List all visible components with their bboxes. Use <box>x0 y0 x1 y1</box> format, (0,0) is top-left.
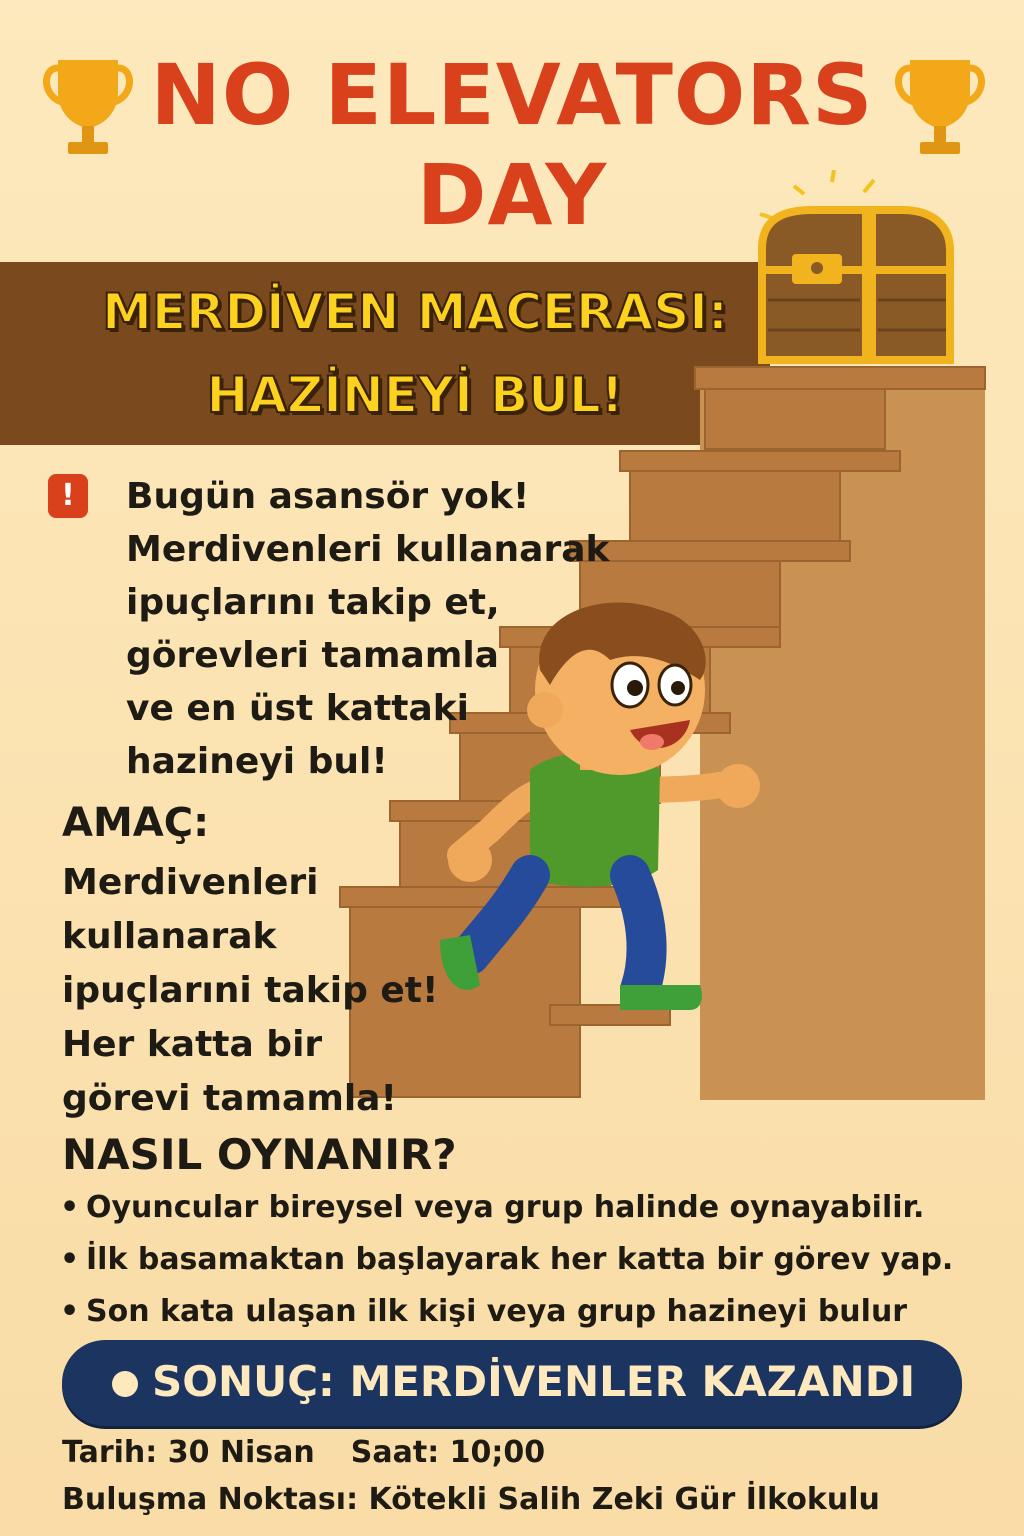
banner-subtitle: HAZİNEYİ BUL! <box>206 366 624 424</box>
goal-line: kullanarak <box>62 916 277 957</box>
meeting-point: Buluşma Noktası: Kötekli Salih Zeki Gür İlkokulu <box>62 1482 880 1517</box>
list-item-text: Son kata ulaşan ilk kişi veya grup hazineyi bulur <box>86 1294 908 1329</box>
event-datetime <box>62 1435 545 1470</box>
intro-line: ve en üst kattaki <box>126 688 470 729</box>
page-title-line2: DAY <box>416 146 608 244</box>
bullet-icon: • <box>60 1190 80 1225</box>
how-to-play-heading: NASIL OYNANIR? <box>62 1130 457 1179</box>
event-date: Tarih: 30 Nisan <box>62 1435 315 1470</box>
goal-text <box>62 856 439 1126</box>
goal-line: Her katta bir <box>62 1024 323 1065</box>
dot-icon <box>112 1371 138 1397</box>
bullet-icon: • <box>60 1294 80 1329</box>
banner-title: MERDİVEN MACERASI: <box>102 283 728 341</box>
goal-line: ipuçlarıni takip et! <box>62 970 439 1011</box>
result-banner <box>62 1340 962 1426</box>
intro-line: Bugün asansör yok! <box>126 476 530 517</box>
list-item-text: İlk basamaktan başlayarak her katta bir görev yap. <box>86 1242 954 1277</box>
alert-icon: ! <box>48 474 88 518</box>
page-title: NO ELEVATORS <box>150 46 874 144</box>
intro-line: görevleri tamamla <box>126 635 499 676</box>
intro-line: ipuçlarını takip et, <box>126 582 500 623</box>
intro-text <box>126 470 610 788</box>
goal-heading: AMAÇ: <box>62 800 210 846</box>
bullet-icon: • <box>60 1242 80 1277</box>
goal-line: Merdivenleri <box>62 862 319 903</box>
list-item <box>60 1286 1000 1338</box>
result-text: SONUÇ: MERDİVENLER KAZANDI <box>152 1357 916 1406</box>
intro-line: hazineyi bul! <box>126 741 388 782</box>
list-item <box>60 1182 1000 1234</box>
intro-line: Merdivenleri kullanarak <box>126 529 610 570</box>
how-to-play-list <box>60 1182 1000 1338</box>
goal-line: görevi tamamla! <box>62 1078 397 1119</box>
list-item <box>60 1234 1000 1286</box>
list-item-text: Oyuncular bireysel veya grup halinde oynayabilir. <box>86 1190 925 1225</box>
event-time: Saat: 10;00 <box>350 1435 546 1470</box>
